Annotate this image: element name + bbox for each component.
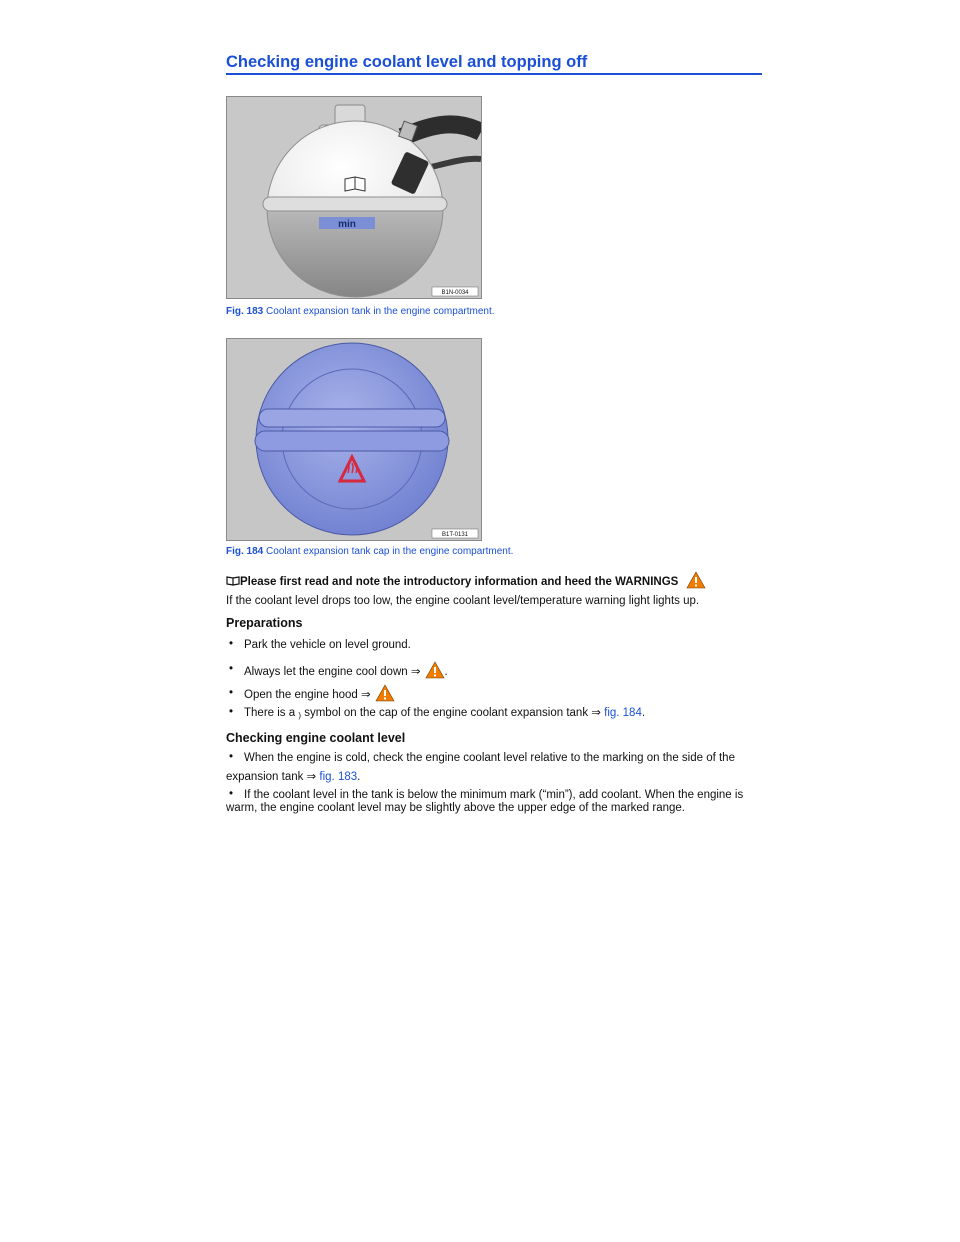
book-icon xyxy=(226,576,240,586)
warning-triangle-icon xyxy=(686,571,706,589)
min-marker: min xyxy=(338,219,356,230)
figure-183-image xyxy=(226,96,482,299)
figure-184-image xyxy=(226,338,482,541)
page-title: Checking engine coolant level and topping off xyxy=(226,53,588,71)
fig-184-link[interactable]: fig. 184 xyxy=(604,707,642,719)
checking-item-2-line-1: If the coolant level in the tank is below the minimum mark (“min”), add coolant. When the engine is xyxy=(244,789,744,801)
preparations-item-2: Always let the engine cool down ⇒ . xyxy=(244,661,448,679)
coolant-symbol-icon: ) xyxy=(298,711,302,720)
preparations-item-1: Park the vehicle on level ground. xyxy=(244,639,411,651)
bullet: • xyxy=(229,687,234,699)
bullet: • xyxy=(229,751,234,763)
preparations-heading: Preparations xyxy=(226,616,303,630)
preparations-item-4: There is a ) symbol on the cap of the engine coolant expansion tank ⇒ fig. 184. xyxy=(244,707,646,720)
preparations-item-3: Open the engine hood ⇒ xyxy=(244,684,395,702)
bullet: • xyxy=(229,706,234,718)
bullet: • xyxy=(229,638,234,650)
intro-text: Please first read and note the introductory information and heed the WARNINGS xyxy=(240,576,679,588)
warning-triangle-icon xyxy=(375,684,395,702)
intro-line xyxy=(226,571,706,589)
figure-183-number: Fig. 183 xyxy=(226,306,264,317)
fig-183-link[interactable]: fig. 183 xyxy=(319,771,358,783)
checking-item-1-line-2: expansion tank ⇒ fig. 183. xyxy=(226,771,361,783)
title-rule xyxy=(226,73,762,75)
figure-183-caption xyxy=(226,306,495,317)
figure-184-code: B1T-0131 xyxy=(441,532,469,538)
checking-item-2-line-2: warm, the engine coolant level may be slightly above the upper edge of the marked range. xyxy=(226,802,686,814)
figure-184-caption xyxy=(226,546,513,557)
checking-item-1-line-1: When the engine is cold, check the engine coolant level relative to the marking on the side of the xyxy=(244,752,735,764)
figure-183-caption-text: Coolant expansion tank in the engine compartment. xyxy=(266,306,495,317)
figure-184-caption-text: Coolant expansion tank cap in the engine compartment. xyxy=(266,546,514,557)
tank-book-icon xyxy=(345,177,365,191)
figure-183-code: B1N-0034 xyxy=(441,290,469,296)
bullet: • xyxy=(229,788,234,800)
bullet: • xyxy=(229,663,234,675)
figure-184-number: Fig. 184 xyxy=(226,546,264,557)
checking-heading: Checking engine coolant level xyxy=(226,731,406,745)
warning-triangle-icon xyxy=(425,661,445,679)
warning-light-text: If the coolant level drops too low, the engine coolant level/temperature warning light lights up. xyxy=(226,595,700,607)
